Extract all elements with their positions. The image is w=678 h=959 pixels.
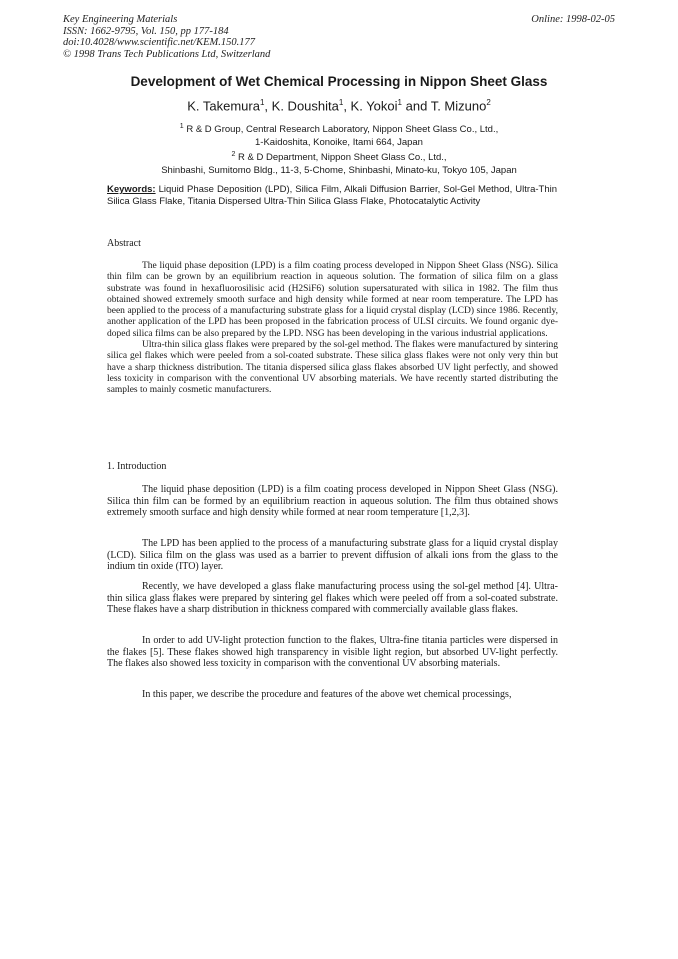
abstract-body — [107, 261, 558, 397]
introduction-heading: 1. Introduction — [107, 461, 167, 472]
affiliation-2 — [0, 149, 678, 177]
introduction-paragraph — [107, 538, 558, 573]
keywords-text: Liquid Phase Deposition (LPD), Silica Film, Alkali Diffusion Barrier, Sol-Gel Method, Ultra-Thin Silica Glass Flake, Titania Dispersed Ultra-Thin Silica Glass Flake, Photocatalytic Activity — [107, 184, 558, 207]
copyright-line: © 1998 Trans Tech Publications Ltd, Switzerland — [63, 48, 271, 60]
author-name: K. Yokoi — [350, 98, 398, 114]
abstract-heading: Abstract — [107, 238, 141, 249]
paragraph-text: The LPD has been applied to the process of a manufacturing substrate glass for a liquid crystal display (LCD). Silica film on the glass was used as a barrier to prevent diffusion of alkali ions from the glass to the indium tin oxide (ITO) layer. — [107, 538, 558, 573]
paragraph-text: The liquid phase deposition (LPD) is a film coating process developed in Nippon Sheet Glass (NSG). Silica thin film can be formed by an equilibrium reaction in aqueous solution. The film thus obtained shows extremely smooth surface and high density while formed at near room temperature [1,2,3]. — [107, 484, 558, 519]
affiliation-number: 2 — [231, 151, 236, 158]
introduction-paragraph — [107, 581, 558, 616]
introduction-paragraph — [107, 484, 558, 519]
journal-header — [63, 14, 270, 60]
affiliation-number: 1 — [179, 123, 184, 130]
author-affiliation-marker: 1 — [397, 98, 402, 107]
author-name: K. Doushita — [271, 98, 339, 114]
journal-name: Key Engineering Materials — [63, 14, 178, 25]
paragraph-text: In order to add UV-light protection function to the flakes, Ultra-fine titania particles were dispersed in the flakes [5]. These flakes showed high transparency in visible light region, but absorbed UV-light perfectly. The flakes also showed less toxicity in comparison with the conventional UV absorbing materials. — [107, 635, 558, 670]
author-affiliation-marker: 1 — [259, 98, 265, 107]
paragraph-text: Recently, we have developed a glass flake manufacturing process using the sol-gel method [4]. Ultra-thin silica glass flakes were prepared by sintering gel flakes which were peeled off from a sol-coated substrate. These flakes have a sharp distribution in thickness compared with commercially available glass flakes. — [107, 581, 558, 616]
author-name: K. Takemura — [187, 98, 260, 114]
affiliation-line: R & D Department, Nippon Sheet Glass Co., Ltd., — [237, 152, 447, 164]
doi-line: doi:10.4028/www.scientific.net/KEM.150.177 — [63, 37, 255, 48]
author-list: K. Takemura$^1$, K. Doushita$^1$, K. Yokoi$^1$ and T. Mizuno$^2$ — [187, 98, 491, 114]
author-affiliation-marker: 1 — [338, 98, 344, 107]
abstract-paragraph: Ultra-thin silica glass flakes were prepared by the sol-gel method. The flakes were manufactured by sintering silica gel flakes which were peeled from a sol-coated substrate. These silica glass flakes were not only very thin but have a sharp thickness distribution. The titania dispersed silica glass flakes absorbed UV light perfectly, and showed less toxicity in comparison with the conventional UV absorbing materials. We have recently started distributing the samples to mainly cosmetic manufacturers. — [107, 340, 558, 396]
keywords — [107, 184, 557, 208]
paragraph-text: In this paper, we describe the procedure and features of the above wet chemical processings, — [142, 689, 512, 700]
introduction-paragraph — [107, 689, 558, 701]
affiliation-line: Shinbashi, Sumitomo Bldg., 11-3, 5-Chome, Shinbashi, Minato-ku, Tokyo 105, Japan — [161, 164, 517, 176]
keywords-label: Keywords: — [107, 184, 156, 195]
abstract-paragraph: The liquid phase deposition (LPD) is a film coating process developed in Nippon Sheet Glass (NSG). Silica thin film can be grown by an equilibrium reaction in aqueous solution. The formation of silica film on a glass substrate was found in hexafluorosilisic acid (H2SiF6) solution supersaturated with silica in 1982. The film thus obtained showed extremely smooth surface and high density while formed at near room temperature. The LPD has been applied to the process of a manufacturing substrate glass for a liquid crystal display (LCD) since 1986. Recently, another application of the LPD has been proposed in the fabrication process of ULSI circuits. We found organic dye-doped silica films can be also prepared by the LPD. NSG has been developing in the various industrial applications. — [107, 261, 558, 339]
issn-line: ISSN: 1662-9795, Vol. 150, pp 177-184 — [63, 25, 229, 37]
affiliation-1 — [0, 121, 678, 149]
online-date: Online: 1998-02-05 — [531, 14, 615, 25]
introduction-paragraph — [107, 635, 558, 670]
affiliation-line: 1-Kaidoshita, Konoike, Itami 664, Japan — [255, 136, 423, 148]
author-affiliation-marker: 2 — [486, 98, 491, 107]
author-name: T. Mizuno — [430, 98, 487, 114]
paper-title: Development of Wet Chemical Processing in Nippon Sheet Glass — [130, 74, 548, 89]
affiliation-line: R & D Group, Central Research Laboratory, Nippon Sheet Glass Co., Ltd., — [186, 124, 499, 136]
